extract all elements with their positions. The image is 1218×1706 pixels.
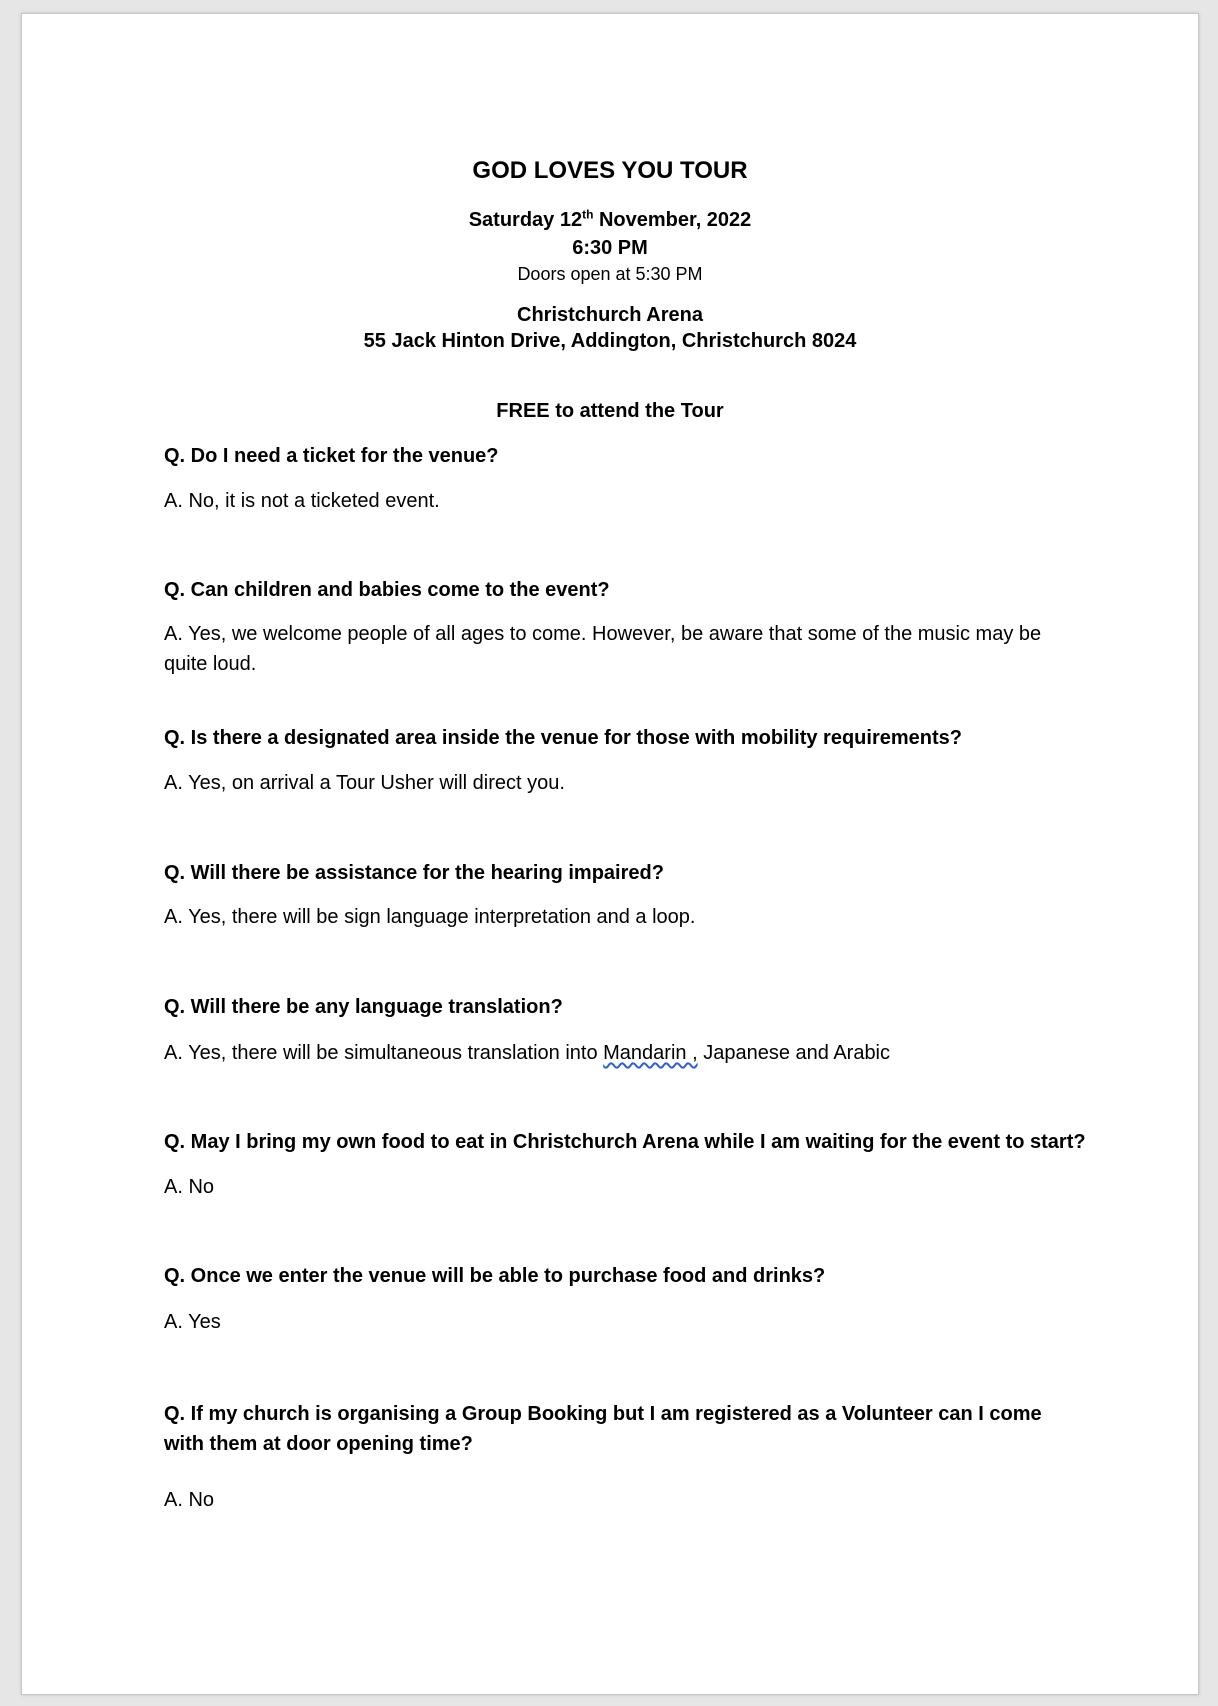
doors-open-text: Doors open at 5:30 PM	[517, 264, 703, 284]
faq-question: Q. Can children and babies come to the event?	[164, 579, 610, 601]
faq-question: Q. Once we enter the venue will be able to purchase food and drinks?	[164, 1265, 826, 1287]
faq-answer	[164, 1042, 890, 1065]
faq-answer: A. Yes, there will be sign language interpretation and a loop.	[164, 906, 696, 928]
faq-answer: A. No, it is not a ticketed event.	[164, 490, 440, 512]
faq-answer: A. Yes, we welcome people of all ages to come. However, be aware that some of the music may be quite loud.	[164, 623, 1042, 675]
document-page	[21, 13, 1199, 1695]
faq-answer: A. No	[164, 1489, 215, 1511]
faq-question: Q. Will there be assistance for the hearing impaired?	[164, 862, 664, 884]
venue-address: 55 Jack Hinton Drive, Addington, Christchurch 8024	[363, 330, 857, 352]
event-time: 6:30 PM	[572, 237, 648, 259]
faq-answer-text: Japanese and Arabic	[697, 1042, 891, 1064]
faq-question: Q. Do I need a ticket for the venue?	[164, 445, 499, 467]
event-date-rest: November, 2022	[593, 209, 752, 231]
faq-answer: A. Yes	[164, 1311, 221, 1333]
faq-question: Q. Is there a designated area inside the venue for those with mobility requirements?	[164, 727, 962, 749]
faq-question: Q. May I bring my own food to eat in Christchurch Arena while I am waiting for the event to start?	[164, 1131, 1086, 1153]
faq-question: Q. Will there be any language translation?	[164, 996, 563, 1018]
document-title: GOD LOVES YOU TOUR	[472, 157, 748, 184]
venue-name: Christchurch Arena	[517, 304, 703, 326]
faq-answer-text: A. Yes, there will be simultaneous translation into	[164, 1042, 604, 1064]
event-date	[22, 209, 1198, 232]
event-date-main: Saturday 12	[468, 209, 583, 231]
event-date-ordinal: th	[582, 207, 594, 222]
faq-answer: A. No	[164, 1176, 215, 1198]
free-entry-note: FREE to attend the Tour	[496, 400, 724, 422]
spelling-flagged-word[interactable]: Mandarin ,	[603, 1042, 698, 1064]
faq-question: Q. If my church is organising a Group Booking but I am registered as a Volunteer can I come with them at door opening time?	[164, 1403, 1042, 1455]
faq-answer: A. Yes, on arrival a Tour Usher will direct you.	[164, 772, 565, 794]
